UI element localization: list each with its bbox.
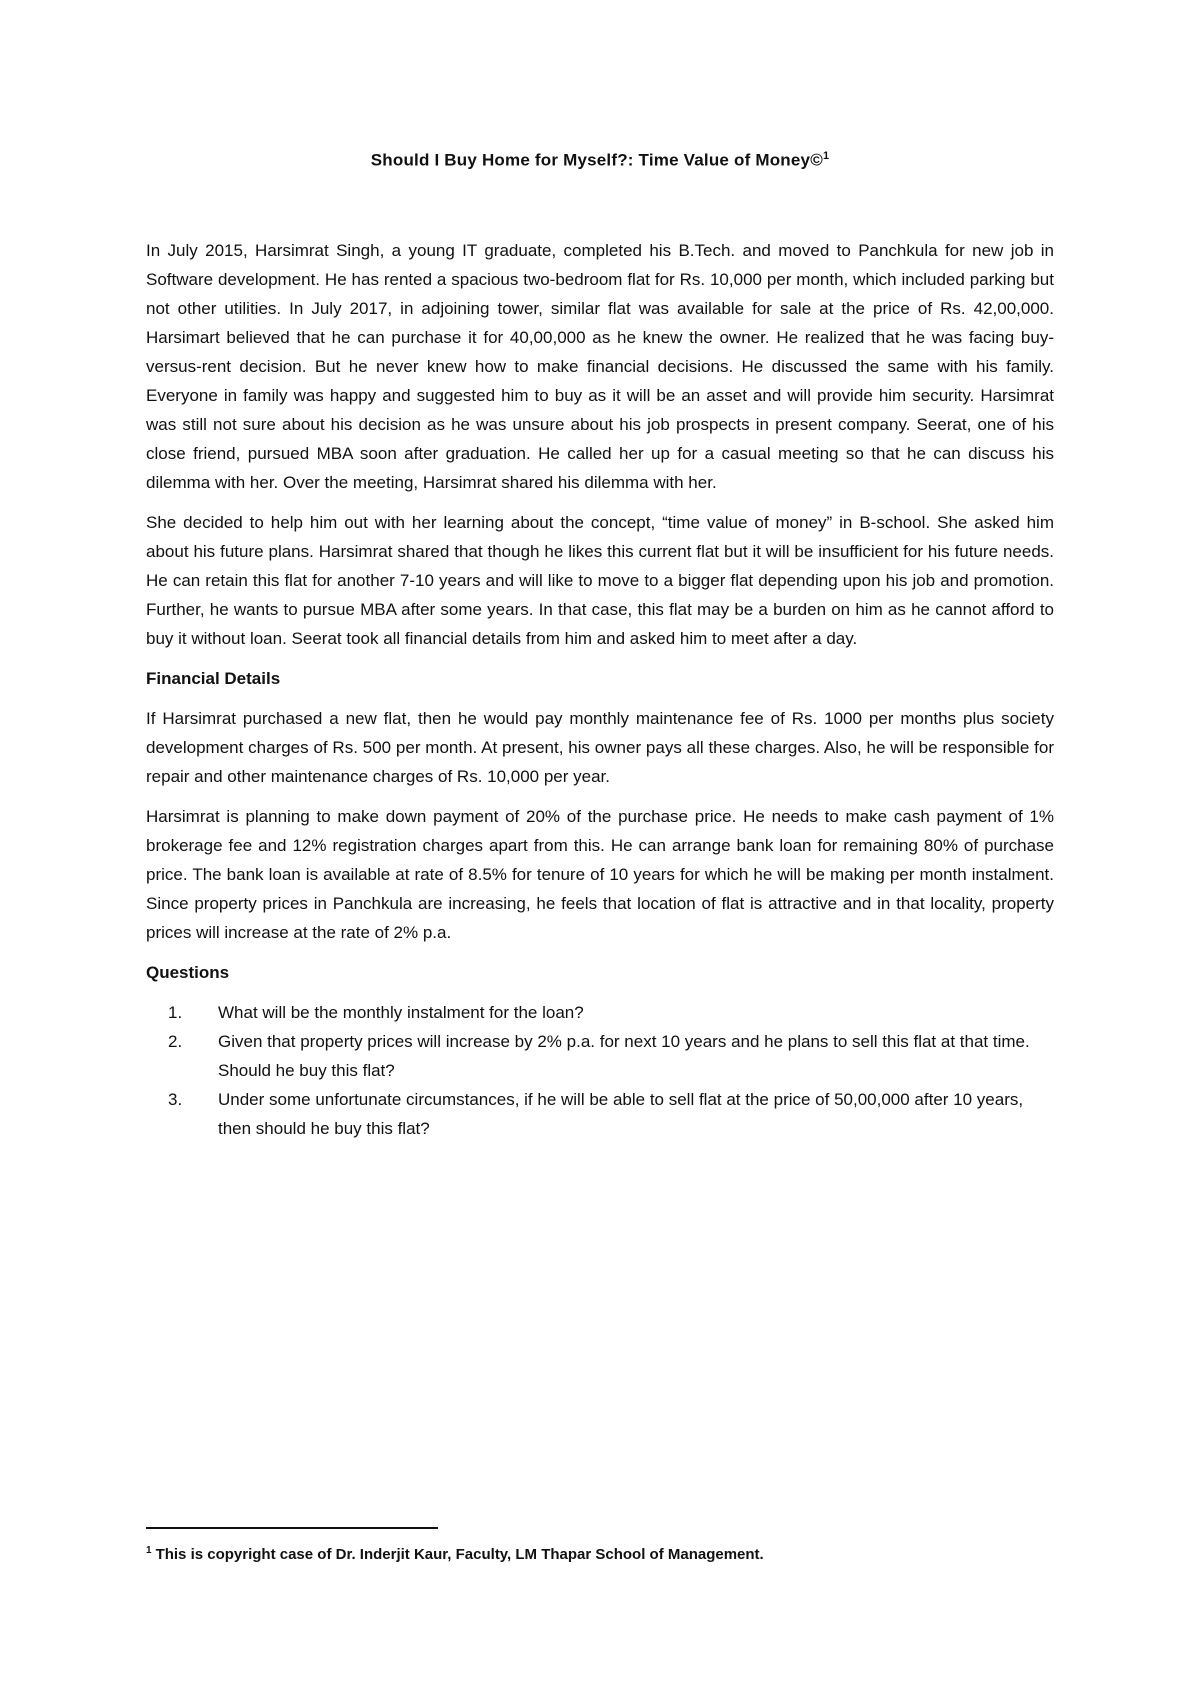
document-body [146, 236, 1054, 1143]
questions-heading: Questions [146, 963, 230, 982]
footnote-text: This is copyright case of Dr. Inderjit Kaur, Faculty, LM Thapar School of Management. [155, 1546, 764, 1563]
question-number: 3. [168, 1090, 183, 1109]
financial-paragraph-2: Harsimrat is planning to make down payment of 20% of the purchase price. He needs to make cash payment of 1% brokerage fee and 12% registration charges apart from this. He can arrange bank loan for remaining 80% of purchase price. The bank loan is available at rate of 8.5% for tenure of 10 years for which he will be making per month instalment. Since property prices in Panchkula are increasing, he feels that location of flat is attractive and in that locality, property prices will increase at the rate of 2% p.a. [146, 807, 1054, 942]
intro-paragraph-1: In July 2015, Harsimrat Singh, a young IT graduate, completed his B.Tech. and moved to Panchkula for new job in Software development. He has rented a spacious two-bedroom flat for Rs. 10,000 per month, which included parking but not other utilities. In July 2017, in adjoining tower, similar flat was available for sale at the price of Rs. 42,00,000. Harsimart believed that he can purchase it for 40,00,000 as he knew the owner. He realized that he was facing buy-versus-rent decision. But he never knew how to make financial decisions. He discussed the same with his family. Everyone in family was happy and suggested him to buy as it will be an asset and will provide him security. Harsimrat was still not sure about his decision as he was unsure about his job prospects in present company. Seerat, one of his close friend, pursued MBA soon after graduation. He called her up for a casual meeting so that he can discuss his dilemma with her. Over the meeting, Harsimrat shared his dilemma with her. [146, 241, 1054, 492]
financial-paragraph-1: If Harsimrat purchased a new flat, then he would pay monthly maintenance fee of Rs. 1000 per months plus society development charges of Rs. 500 per month. At present, his owner pays all these charges. Also, he will be responsible for repair and other maintenance charges of Rs. 10,000 per year. [146, 709, 1054, 786]
financial-details-heading: Financial Details [146, 669, 281, 688]
question-item [146, 998, 1054, 1027]
question-number: 2. [168, 1032, 183, 1051]
document-title-text: Should I Buy Home for Myself?: Time Value of Money© [370, 150, 823, 170]
question-item [146, 1027, 1054, 1085]
footnote [146, 1540, 1054, 1566]
question-text: Under some unfortunate circumstances, if he will be able to sell flat at the price of 50,00,000 after 10 years, then should he buy this flat? [218, 1090, 1024, 1138]
question-text: What will be the monthly instalment for the loan? [218, 1003, 584, 1022]
title-footnote-mark: 1 [822, 150, 830, 162]
document-title [0, 150, 1200, 171]
question-text: Given that property prices will increase by 2% p.a. for next 10 years and he plans to sell this flat at that time. Should he buy this flat? [218, 1032, 1030, 1080]
footnote-mark: 1 [146, 1545, 152, 1556]
footnote-divider [146, 1527, 438, 1529]
question-number: 1. [168, 1003, 183, 1022]
intro-paragraph-2: She decided to help him out with her learning about the concept, “time value of money” in B-school. She asked him about his future plans. Harsimrat shared that though he likes this current flat but it will be insufficient for his future needs. He can retain this flat for another 7-10 years and will like to move to a bigger flat depending upon his job and promotion. Further, he wants to pursue MBA after some years. In that case, this flat may be a burden on him as he cannot afford to buy it without loan. Seerat took all financial details from him and asked him to meet after a day. [146, 513, 1054, 648]
questions-list [146, 998, 1054, 1143]
question-item [146, 1085, 1054, 1143]
